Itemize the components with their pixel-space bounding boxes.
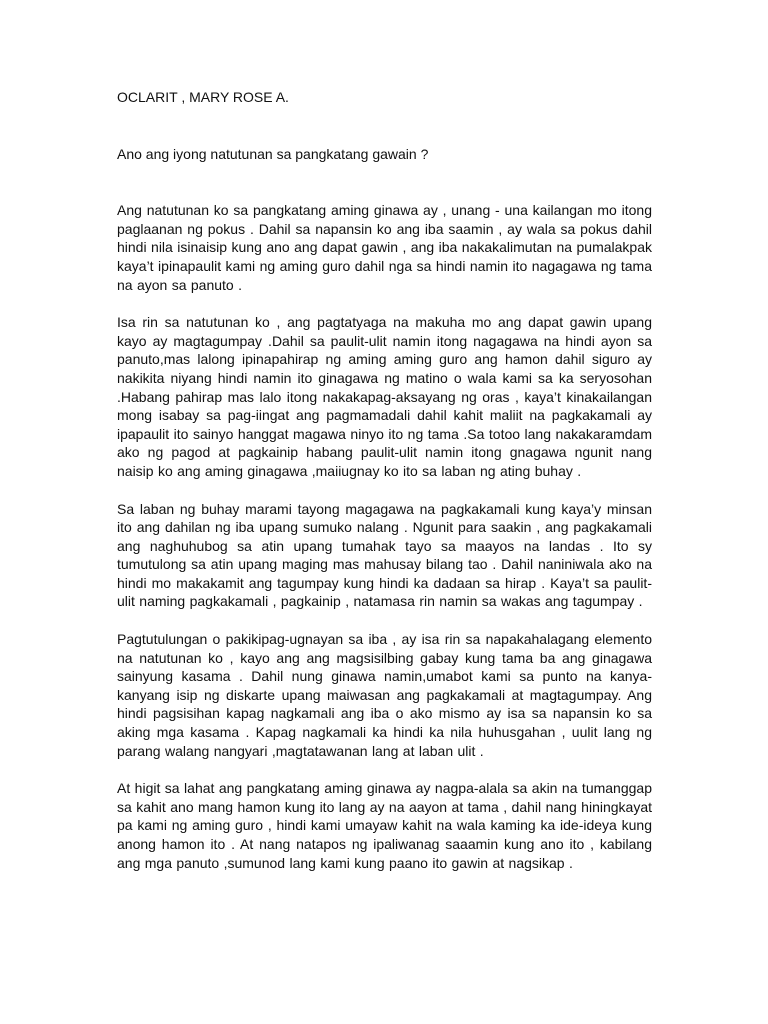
paragraph-1: Ang natutunan ko sa pangkatang aming ginawa ay , unang - una kailangan mo itong paglaanan ng pokus . Dahil sa napansin ko ang iba saamin , ay wala sa pokus dahil hindi nila isinaisip kung ano ang dapat gawin , ang iba nakakalimutan na pumalakpak kaya’t ipinapaulit kami ng aming guro dahil nga sa hindi namin ito nagagawa ng tama na ayon sa panuto . — [117, 202, 652, 293]
paragraph-3: Sa laban ng buhay marami tayong magagawa na pagkakamali kung kaya’y minsan ito ang dahilan ng iba upang sumuko nalang . Ngunit para saakin , ang pagkakamali ang naghuhubog sa atin upang tumahak tayo sa maayos na landas . Ito sy tumutulong sa atin upang maging mas mahusay bilang tao . Dahil naniniwala ako na hindi mo makakamit ang tagumpay kung hindi ka dadaan sa hirap . Kaya’t sa paulit-ulit naming pagkakamali , pagkainip , natamasa rin namin sa wakas ang tagumpay . — [117, 500, 652, 610]
document-body — [117, 88, 652, 891]
essay-question: Ano ang iyong natutunan sa pangkatang gawain ? — [117, 145, 429, 162]
paragraph-4: Pagtutulungan o pakikipag-ugnayan sa iba , ay isa rin sa napakahalagang elemento na natutunan ko , kayo ang ang magsisilbing gabay kung tama ba ang ginagawa sainyung kasama . Dahil nung ginawa namin,umabot kami sa punto na kanya-kanyang isip ng diskarte upang maiwasan ang pagkakamali at magtagumpay. Ang hindi pagsisihan kapag nagkamali ang iba o ako mismo ay isa sa napansin ko sa aking mga kasama . Kapag nagkamali ka hindi ka nila huhusgahan , uulit lang ng parang walang nangyari ,magtatawanan lang at laban ulit . — [117, 631, 652, 759]
paragraph-2: Isa rin sa natutunan ko , ang pagtatyaga na makuha mo ang dapat gawin upang kayo ay magtagumpay .Dahil sa paulit-ulit namin itong nagagawa na hindi ayon sa panuto,mas lalong ipinapahirap ng aming aming guro ang hamon dahil siguro ay nakikita niyang hindi namin ito ginagawa ng matino o wala kami sa ka seryosohan .Habang pahirap mas lalo itong nakakapag-aksayang ng oras , kaya’t kinakailangan mong isabay sa pag-iingat ang pagmamadali dahil kahit maliit na pagkakamali ay ipapaulit ito sainyo hanggat magawa ninyo ito ng tama .Sa totoo lang nakakaramdam ako ng pagod at pagkainip habang paulit-ulit namin itong gnagawa ngunit nang naisip ko ang aming ginagawa ,maiiugnay ko ito sa laban ng ating buhay . — [117, 314, 652, 479]
paragraph-5: At higit sa lahat ang pangkatang aming ginawa ay nagpa-alala sa akin na tumanggap sa kahit ano mang hamon kung ito lang ay na aayon at tama , dahil nang hiningkayat pa kami ng aming guro , hindi kami umayaw kahit na wala kaming ka ide-ideya kung anong hamon ito . At nang natapos ng ipaliwanag saaamin kung ano ito , kabilang ang mga panuto ,sumunod lang kami kung paano ito gawin at nagsikap . — [117, 780, 652, 871]
author-name: OCLARIT , MARY ROSE A. — [117, 89, 289, 105]
